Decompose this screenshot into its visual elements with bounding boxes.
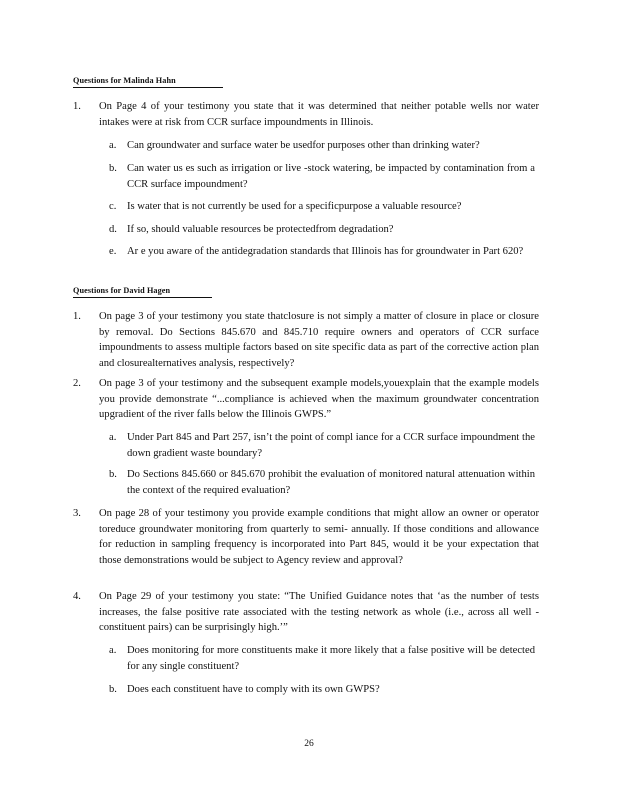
subquestion-text: Under Part 845 and Part 257, isn’t the point of compl iance for a CCR surface impoundment the down gradient waste boundary?: [127, 432, 535, 459]
section-heading-hagen: Questions for David Hagen: [73, 286, 212, 298]
subquestion-letter: d.: [109, 224, 117, 235]
question-number: 1.: [73, 311, 81, 322]
subquestion-text: Is water that is not currently be used for a specificpurpose a valuable resource?: [127, 201, 462, 212]
page-number: 26: [304, 739, 314, 749]
question-number: 4.: [73, 591, 81, 602]
subquestion-text: Does each constituent have to comply with its own GWPS?: [127, 684, 380, 695]
question-text: On Page 4 of your testimony you state that it was determined that neither potable wells nor water intakes were at risk from CCR surface impoundments in Illinois.: [99, 101, 539, 128]
subquestion-letter: b.: [109, 684, 117, 695]
subquestion-letter: c.: [109, 201, 117, 212]
subquestion-letter: b.: [109, 163, 117, 174]
subquestion-letter: a.: [109, 432, 117, 443]
subquestion-text: Can water us es such as irrigation or live -stock watering, be impacted by contamination from a CCR surface impoundment?: [127, 163, 535, 190]
subquestion-text: If so, should valuable resources be protectedfrom degradation?: [127, 224, 394, 235]
question-number: 1.: [73, 101, 81, 112]
subquestion-letter: b.: [109, 469, 117, 480]
question-text: On page 3 of your testimony and the subsequent example models,youexplain that the example models you provide demonstrate “...compliance is achieved when the maximum groundwater concentration upgradient of the river falls below the Illinois GWPS.”: [99, 378, 539, 420]
question-text: On Page 29 of your testimony you state: “The Unified Guidance notes that ‘as the number of tests increases, the false positive rate associated with the testing network as whole (i.e., across all well -constituent pairs) can be surprisingly high.’”: [99, 591, 539, 633]
question-number: 3.: [73, 508, 81, 519]
subquestion-letter: a.: [109, 645, 117, 656]
section-heading-hahn: Questions for Malinda Hahn: [73, 76, 223, 88]
subquestion-text: Ar e you aware of the antidegradation standards that Illinois has for groundwater in Part 620?: [127, 246, 524, 257]
question-text: On page 28 of your testimony you provide example conditions that might allow an owner or operator toreduce groundwater monitoring from quarterly to semi- annually. If those conditions and allowance for reduction in sampling frequency is incorporated into Part 845, would it be your expectation that those demonstrations would be subject to Agency review and approval?: [99, 508, 539, 566]
subquestion-letter: a.: [109, 140, 117, 151]
question-number: 2.: [73, 378, 81, 389]
subquestion-text: Do Sections 845.660 or 845.670 prohibit the evaluation of monitored natural attenuation within the context of the required evaluation?: [127, 469, 535, 496]
question-text: On page 3 of your testimony you state thatclosure is not simply a matter of closure in place or closure by removal. Do Sections 845.670 and 845.710 require owners and operators of CCR surface impoundments to assess multiple factors based on site specific data as part of the corrective action plan and closurealternatives analysis, respectively?: [99, 311, 539, 369]
subquestion-text: Does monitoring for more constituents make it more likely that a false positive will be detected for any single constituent?: [127, 645, 535, 672]
subquestion-letter: e.: [109, 246, 117, 257]
subquestion-text: Can groundwater and surface water be usedfor purposes other than drinking water?: [127, 140, 480, 151]
